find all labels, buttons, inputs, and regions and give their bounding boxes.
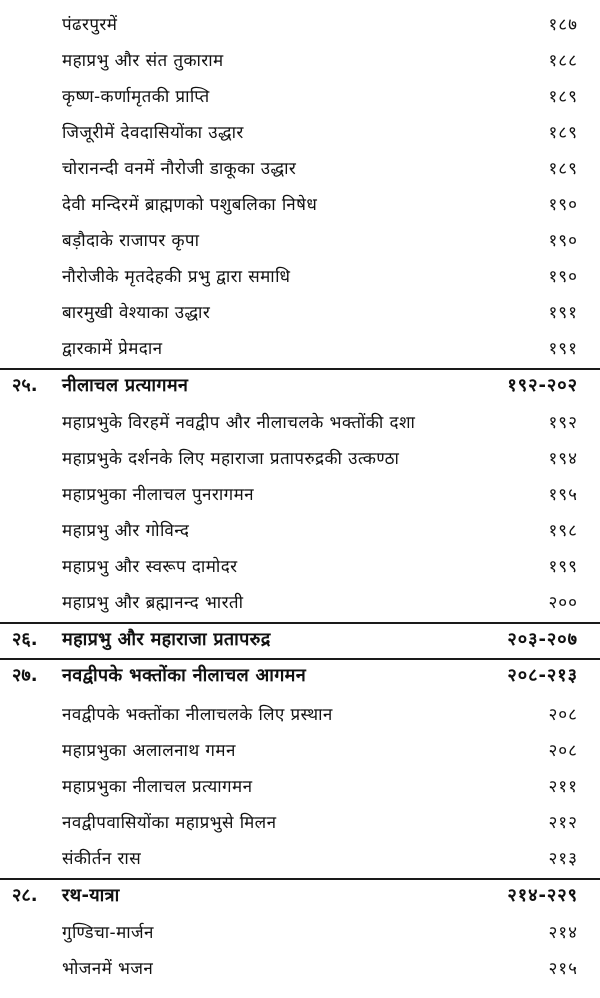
toc-entry-row <box>0 698 600 732</box>
section-page-range: २०८-२१३ <box>507 665 578 686</box>
toc-entry-row <box>0 44 600 78</box>
entry-page-number: १८८ <box>548 51 578 71</box>
entry-page-number: १९० <box>548 267 578 287</box>
entry-title: नौरोजीके मृतदेहकी प्रभु द्वारा समाधि <box>62 267 291 287</box>
entry-page-number: १९१ <box>548 303 578 323</box>
entry-page-number: १९० <box>548 195 578 215</box>
entry-title: महाप्रभु और गोविन्द <box>62 521 190 541</box>
toc-entry-row <box>0 952 600 986</box>
section-page-range: १९२-२०२ <box>507 375 578 396</box>
entry-page-number: १८९ <box>548 159 578 179</box>
section-page-range: २०३-२०७ <box>507 629 578 650</box>
section-number: २८. <box>12 885 38 906</box>
entry-page-number: १९९ <box>548 557 578 577</box>
entry-title: पंढरपुरमें <box>62 15 118 35</box>
section-divider <box>0 622 600 624</box>
entry-title: देवी मन्दिरमें ब्राह्मणको पशुबलिका निषेध <box>62 195 318 215</box>
toc-entry-row <box>0 260 600 294</box>
entry-page-number: १९४ <box>548 449 578 469</box>
entry-title: महाप्रभुके दर्शनके लिए महाराजा प्रतापरुद्रकी उत्कण्ठा <box>62 449 400 469</box>
entry-title: द्वारकामें प्रेमदान <box>62 339 163 359</box>
toc-entry-row <box>0 152 600 186</box>
entry-page-number: २०८ <box>548 741 578 761</box>
section-page-range: २१४-२२९ <box>507 885 578 906</box>
entry-title: जिजूरीमें देवदासियोंका उद्धार <box>62 123 244 143</box>
entry-title: महाप्रभुका नीलाचल प्रत्यागमन <box>62 777 253 797</box>
entry-page-number: १९० <box>548 231 578 251</box>
entry-page-number: १९८ <box>548 521 578 541</box>
entry-page-number: १९१ <box>548 339 578 359</box>
entry-title: चोरानन्दी वनमें नौरोजी डाकूका उद्धार <box>62 159 297 179</box>
section-title: महाप्रभु और महाराजा प्रतापरुद्र <box>62 629 271 650</box>
entry-title: महाप्रभु और ब्रह्मानन्द भारती <box>62 593 244 613</box>
entry-page-number: १९५ <box>548 485 578 505</box>
section-divider <box>0 368 600 370</box>
entry-title: महाप्रभुका अलालनाथ गमन <box>62 741 236 761</box>
toc-section-row <box>0 370 600 404</box>
entry-title: नवद्वीपवासियोंका महाप्रभुसे मिलन <box>62 813 277 833</box>
toc-entry-row <box>0 442 600 476</box>
section-divider <box>0 878 600 880</box>
entry-title: संकीर्तन रास <box>62 849 142 869</box>
entry-title: महाप्रभुका नीलाचल पुनरागमन <box>62 485 254 505</box>
toc-entry-row <box>0 188 600 222</box>
section-number: २६. <box>12 629 38 650</box>
section-title: रथ-यात्रा <box>62 885 120 906</box>
entry-page-number: २१३ <box>548 849 578 869</box>
entry-page-number: २१५ <box>548 959 578 979</box>
entry-page-number: २०० <box>548 593 578 613</box>
toc-entry-row <box>0 296 600 330</box>
entry-title: गुण्डिचा-मार्जन <box>62 923 154 943</box>
entry-page-number: १९२ <box>548 413 578 433</box>
toc-section-row <box>0 880 600 914</box>
section-title: नवद्वीपके भक्तोंका नीलाचल आगमन <box>62 665 307 686</box>
entry-page-number: २१२ <box>548 813 578 833</box>
toc-entry-row <box>0 116 600 150</box>
toc-entry-row <box>0 770 600 804</box>
entry-page-number: २११ <box>548 777 578 797</box>
toc-entry-row <box>0 550 600 584</box>
section-number: २७. <box>12 665 38 686</box>
entry-page-number: १८९ <box>548 123 578 143</box>
toc-entry-row <box>0 80 600 114</box>
toc-entry-row <box>0 478 600 512</box>
entry-title: नवद्वीपके भक्तोंका नीलाचलके लिए प्रस्थान <box>62 705 333 725</box>
section-title: नीलाचल प्रत्यागमन <box>62 375 189 396</box>
entry-title: महाप्रभुके विरहमें नवद्वीप और नीलाचलके भक्तोंकी दशा <box>62 413 416 433</box>
entry-title: महाप्रभु और संत तुकाराम <box>62 51 224 71</box>
section-number: २५. <box>12 375 38 396</box>
entry-title: भोजनमें भजन <box>62 959 154 979</box>
toc-entry-row <box>0 916 600 950</box>
toc-entry-row <box>0 8 600 42</box>
entry-page-number: २१४ <box>548 923 578 943</box>
entry-title: बारमुखी वेश्याका उद्धार <box>62 303 211 323</box>
toc-entry-row <box>0 842 600 876</box>
toc-section-row <box>0 660 600 694</box>
entry-page-number: १८९ <box>548 87 578 107</box>
entry-page-number: १८७ <box>548 15 578 35</box>
toc-section-row <box>0 624 600 658</box>
entry-page-number: २०८ <box>548 705 578 725</box>
toc-entry-row <box>0 514 600 548</box>
toc-entry-row <box>0 332 600 366</box>
toc-entry-row <box>0 806 600 840</box>
toc-entry-row <box>0 224 600 258</box>
section-divider <box>0 658 600 660</box>
toc-entry-row <box>0 734 600 768</box>
entry-title: बड़ौदाके राजापर कृपा <box>62 231 200 251</box>
toc-entry-row <box>0 406 600 440</box>
toc-entry-row <box>0 586 600 620</box>
entry-title: कृष्ण-कर्णामृतकी प्राप्ति <box>62 87 210 107</box>
entry-title: महाप्रभु और स्वरूप दामोदर <box>62 557 238 577</box>
